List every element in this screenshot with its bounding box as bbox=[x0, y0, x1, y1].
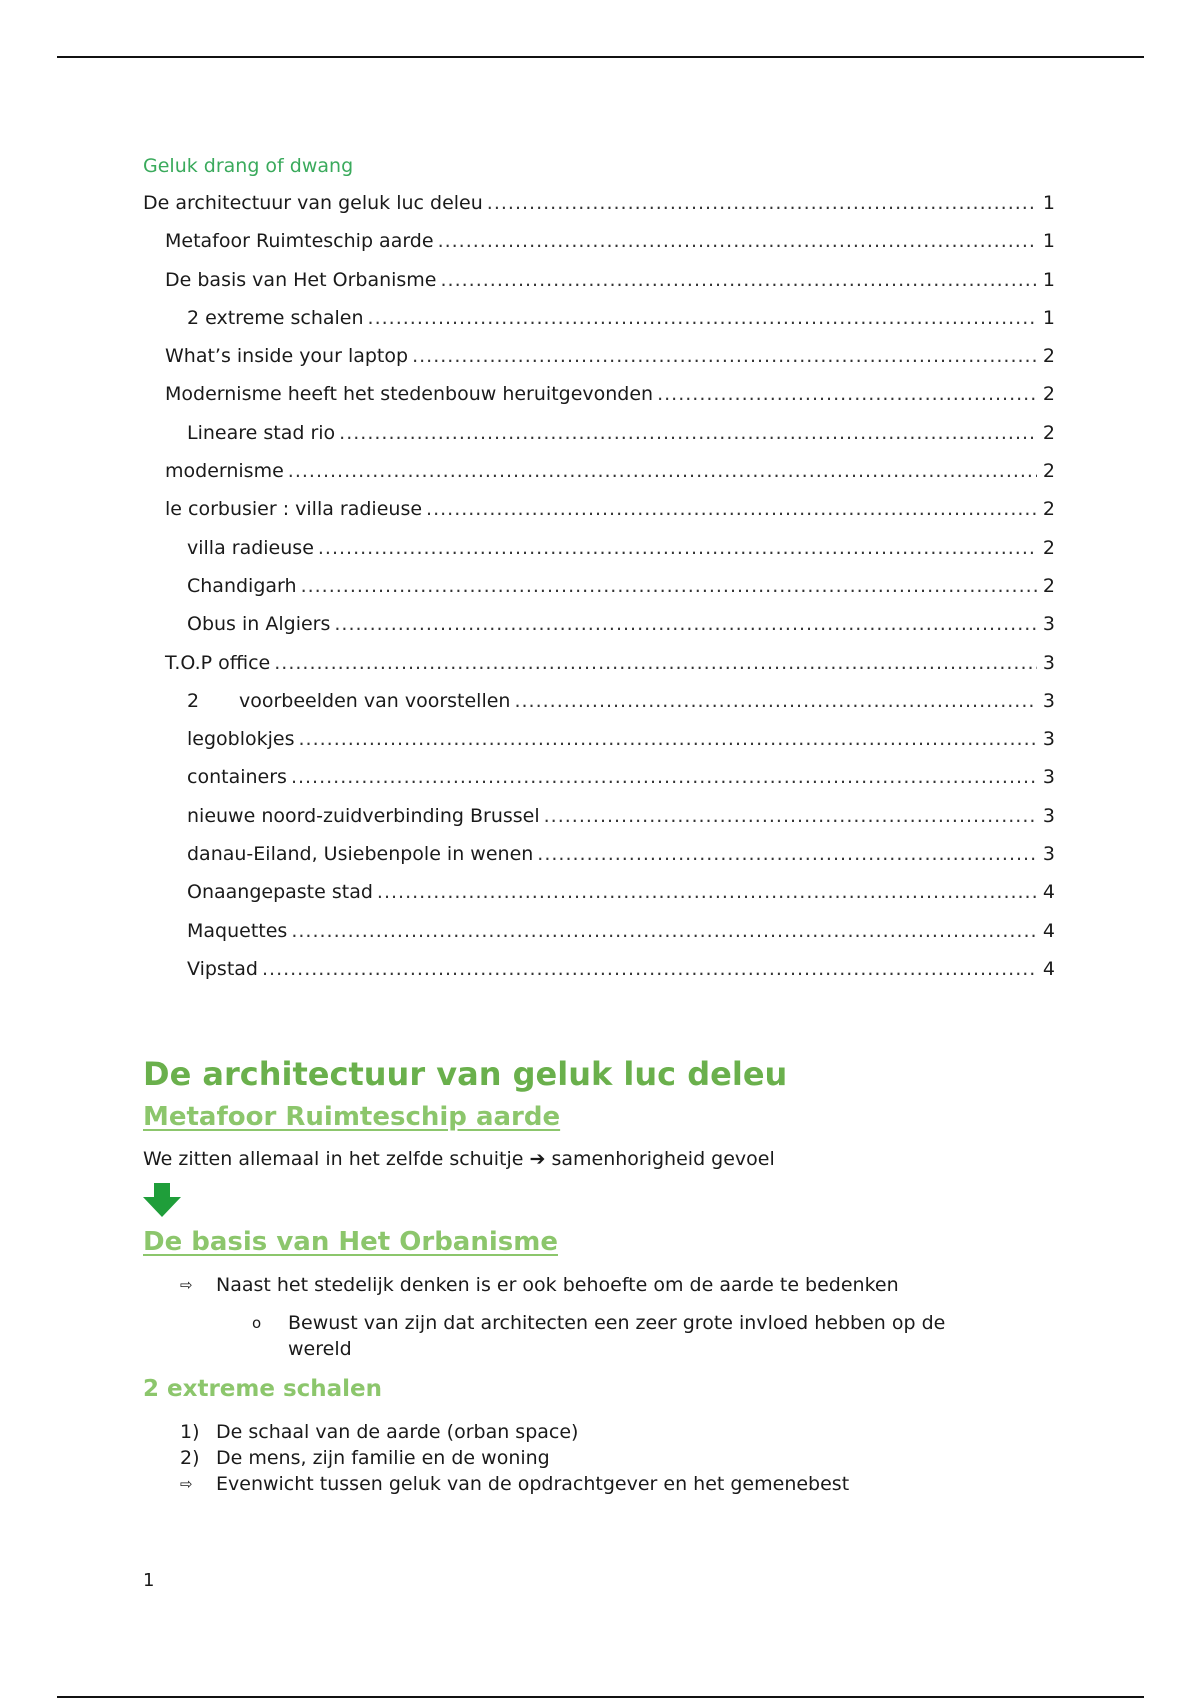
toc-entry-text: villa radieuse bbox=[187, 536, 314, 559]
toc-page-number: 2 bbox=[1042, 383, 1055, 406]
toc-entry-text: Modernisme heeft het stedenbouw heruitgevonden bbox=[165, 383, 654, 406]
toc-title: Geluk drang of dwang bbox=[143, 155, 354, 177]
toc-page-number: 2 bbox=[1042, 460, 1055, 483]
toc-leader bbox=[426, 498, 1037, 520]
table-of-contents bbox=[143, 192, 1055, 996]
toc-leader bbox=[288, 460, 1037, 482]
page-number: 1 bbox=[143, 1570, 155, 1591]
toc-page-number: 2 bbox=[1042, 345, 1055, 368]
toc-leader bbox=[291, 920, 1037, 942]
toc-leader bbox=[377, 881, 1037, 903]
toc-page-number: 1 bbox=[1042, 192, 1055, 214]
toc-entry[interactable] bbox=[143, 958, 1055, 996]
toc-leader bbox=[291, 766, 1037, 788]
toc-entry-text: Maquettes bbox=[187, 919, 288, 942]
list-marker: 1) bbox=[180, 1421, 200, 1443]
list-item-text: Naast het stedelijk denken is er ook behoefte om de aarde te bedenken bbox=[216, 1274, 899, 1296]
toc-entry-text: nieuwe noord-zuidverbinding Brussel bbox=[187, 804, 540, 827]
toc-entry[interactable] bbox=[143, 805, 1055, 843]
toc-leader bbox=[412, 345, 1037, 367]
toc-entry[interactable] bbox=[143, 345, 1055, 383]
toc-leader bbox=[301, 575, 1037, 597]
toc-leader bbox=[438, 230, 1037, 252]
toc-leader bbox=[318, 537, 1037, 559]
header-rule bbox=[57, 56, 1144, 58]
toc-entry[interactable] bbox=[143, 307, 1055, 345]
list-marker: 2) bbox=[180, 1447, 200, 1469]
toc-leader bbox=[334, 613, 1037, 635]
toc-page-number: 4 bbox=[1042, 881, 1055, 904]
toc-leader bbox=[339, 422, 1037, 444]
list-item bbox=[180, 1447, 550, 1469]
toc-entry-text: Obus in Algiers bbox=[187, 613, 331, 636]
list-item bbox=[180, 1274, 899, 1296]
toc-entry[interactable] bbox=[143, 652, 1055, 690]
heading-architectuur-van-geluk: De architectuur van geluk luc deleu bbox=[143, 1055, 788, 1093]
toc-leader bbox=[368, 307, 1037, 329]
arrow-bullet-icon: ⇨ bbox=[180, 1276, 193, 1294]
toc-entry-number: 2 bbox=[187, 689, 200, 712]
toc-entry-text: Chandigarh bbox=[187, 574, 297, 597]
toc-page-number: 4 bbox=[1042, 957, 1055, 980]
toc-entry[interactable] bbox=[143, 613, 1055, 651]
down-arrow-icon bbox=[143, 1183, 181, 1217]
circle-bullet-icon: o bbox=[252, 1314, 262, 1332]
toc-entry-text: voorbeelden van voorstellen bbox=[239, 689, 511, 712]
toc-leader bbox=[299, 728, 1038, 750]
toc-page-number: 3 bbox=[1042, 613, 1055, 636]
toc-entry[interactable] bbox=[143, 537, 1055, 575]
heading-metafoor-ruimteschip: Metafoor Ruimteschip aarde bbox=[143, 1102, 561, 1132]
toc-page-number: 3 bbox=[1042, 689, 1055, 712]
toc-page-number: 2 bbox=[1042, 536, 1055, 559]
toc-entry[interactable] bbox=[143, 881, 1055, 919]
toc-entry-text: T.O.P office bbox=[165, 651, 271, 674]
toc-leader bbox=[274, 652, 1037, 674]
toc-page-number: 3 bbox=[1042, 843, 1055, 866]
toc-page-number: 2 bbox=[1042, 498, 1055, 521]
toc-entry[interactable] bbox=[143, 383, 1055, 421]
toc-page-number: 3 bbox=[1042, 766, 1055, 789]
toc-entry-text: What’s inside your laptop bbox=[165, 345, 409, 368]
sub-list-item bbox=[252, 1312, 1012, 1360]
toc-leader bbox=[487, 192, 1037, 214]
toc-leader bbox=[262, 958, 1037, 980]
toc-entry-text: containers bbox=[187, 766, 287, 789]
toc-entry[interactable] bbox=[143, 269, 1055, 307]
heading-basis-orbanisme: De basis van Het Orbanisme bbox=[143, 1227, 558, 1257]
toc-leader bbox=[537, 843, 1037, 865]
toc-page-number: 2 bbox=[1042, 574, 1055, 597]
toc-entry[interactable] bbox=[143, 920, 1055, 958]
toc-entry-text: le corbusier : villa radieuse bbox=[165, 498, 423, 521]
toc-entry-text: Vipstad bbox=[187, 957, 258, 980]
toc-entry-text: Onaangepaste stad bbox=[187, 881, 373, 904]
toc-page-number: 1 bbox=[1042, 230, 1055, 253]
toc-entry-text: 2 extreme schalen bbox=[187, 306, 364, 329]
list-item-text: De mens, zijn familie en de woning bbox=[216, 1447, 550, 1469]
toc-entry[interactable] bbox=[143, 230, 1055, 268]
toc-leader bbox=[544, 805, 1037, 827]
toc-entry-text: legoblokjes bbox=[187, 728, 295, 751]
toc-entry-text: danau-Eiland, Usiebenpole in wenen bbox=[187, 843, 534, 866]
footer-rule bbox=[57, 1696, 1144, 1698]
toc-leader bbox=[441, 269, 1037, 291]
toc-page-number: 1 bbox=[1042, 306, 1055, 329]
toc-page-number: 3 bbox=[1042, 651, 1055, 674]
toc-page-number: 2 bbox=[1042, 421, 1055, 444]
toc-page-number: 4 bbox=[1042, 919, 1055, 942]
sub-list-item-text: Bewust van zijn dat architecten een zeer grote invloed hebben op de bbox=[288, 1312, 946, 1334]
list-item-text: De schaal van de aarde (orban space) bbox=[216, 1421, 579, 1443]
toc-entry-text: modernisme bbox=[165, 460, 284, 483]
toc-page-number: 3 bbox=[1042, 728, 1055, 751]
sub-list-item-continuation: wereld bbox=[288, 1338, 352, 1360]
toc-entry[interactable] bbox=[143, 843, 1055, 881]
toc-entry-text: Metafoor Ruimteschip aarde bbox=[165, 230, 434, 253]
paragraph-schuitje: We zitten allemaal in het zelfde schuitje ➔ samenhorigheid gevoel bbox=[143, 1148, 775, 1170]
toc-entry[interactable] bbox=[143, 575, 1055, 613]
list-item bbox=[180, 1421, 578, 1443]
list-item-text: Evenwicht tussen geluk van de opdrachtgever en het gemenebest bbox=[216, 1473, 850, 1495]
toc-page-number: 3 bbox=[1042, 804, 1055, 827]
arrow-bullet-icon: ⇨ bbox=[180, 1475, 193, 1493]
toc-page-number: 1 bbox=[1042, 268, 1055, 291]
toc-entry[interactable] bbox=[143, 498, 1055, 536]
list-item bbox=[180, 1473, 849, 1495]
toc-entry[interactable] bbox=[143, 690, 1055, 728]
toc-entry-text: Lineare stad rio bbox=[187, 421, 336, 444]
toc-entry[interactable] bbox=[143, 192, 1055, 230]
toc-entry-text: De basis van Het Orbanisme bbox=[165, 268, 437, 291]
heading-extreme-schalen: 2 extreme schalen bbox=[143, 1376, 383, 1402]
toc-leader bbox=[657, 383, 1037, 405]
toc-entry-text: De architectuur van geluk luc deleu bbox=[143, 192, 483, 214]
toc-entry[interactable] bbox=[143, 766, 1055, 804]
toc-entry[interactable] bbox=[143, 460, 1055, 498]
toc-entry[interactable] bbox=[143, 728, 1055, 766]
toc-entry[interactable] bbox=[143, 422, 1055, 460]
toc-leader bbox=[514, 690, 1037, 712]
